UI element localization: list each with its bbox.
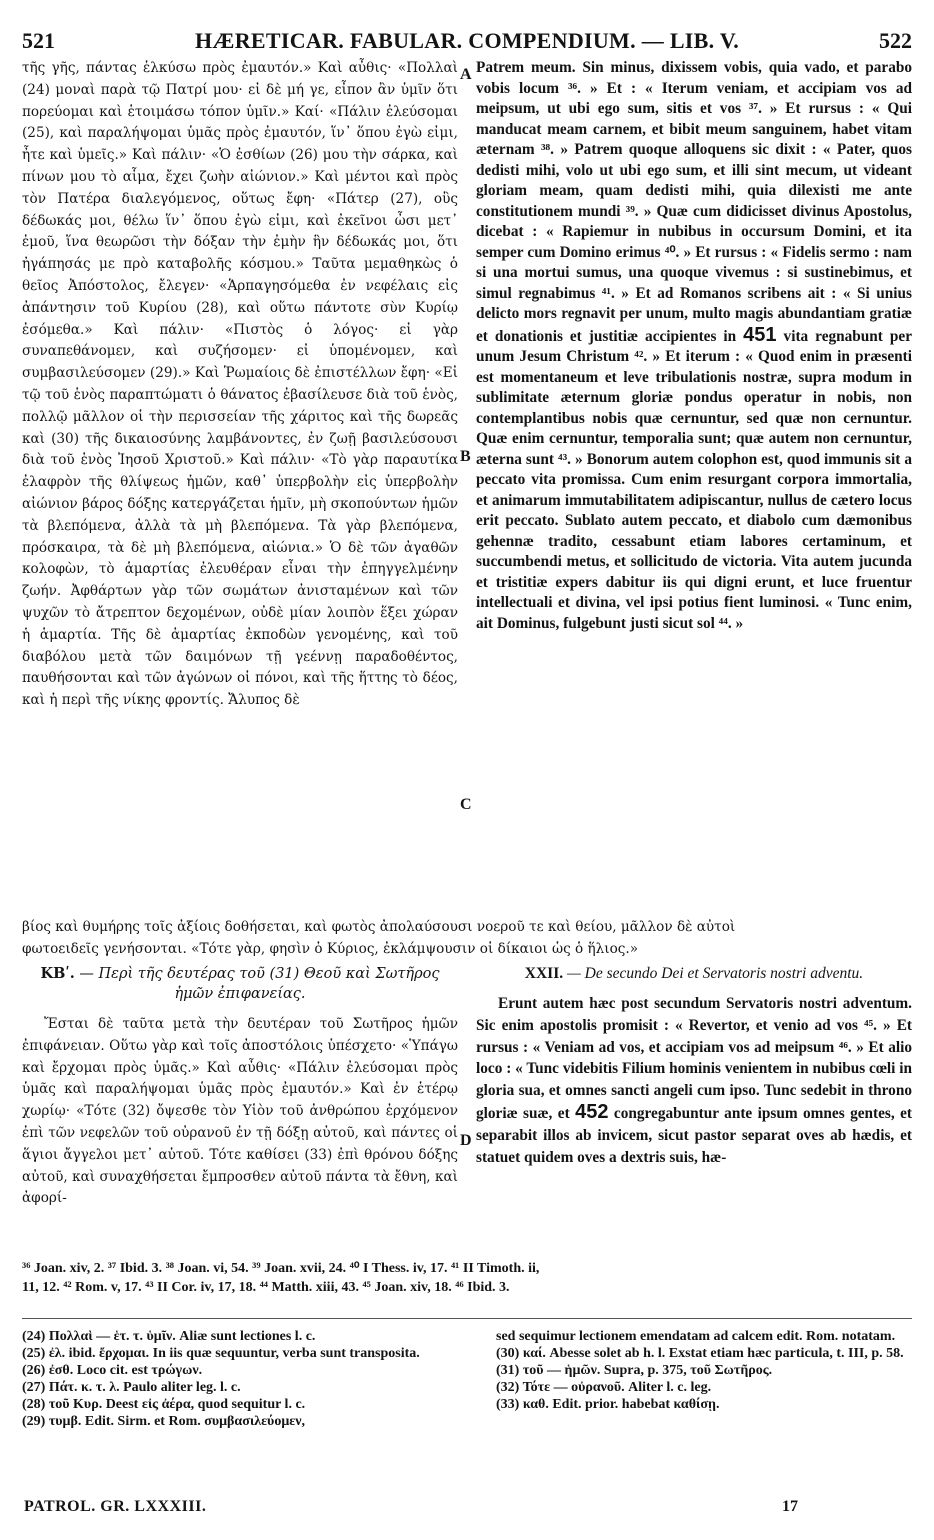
column-number-452: 452: [575, 1100, 609, 1123]
latin-column-top: [476, 58, 912, 923]
footer-signature: 17: [782, 1498, 798, 1515]
note-29-continued: sed sequimur lectionem emendatam ad calcem edit. Rom. notatam.: [496, 1329, 896, 1344]
latin-text-top: [476, 58, 912, 634]
greek-section-number: ΚΒʹ.: [40, 965, 75, 982]
note-25: (25) ἐλ. ibid. ἔρχομαι. In iis quæ sequuntur, verba sunt transposita.: [22, 1346, 420, 1361]
full-width-line-2: φωτοειδεῖς γενήσονται. «Τότε γὰρ, φησὶν ὁ Κύριος, ἐκλάμψουσιν οἱ δίκαιοι ὡς ὁ ἥλιος.»: [22, 941, 639, 957]
greek-section: [22, 964, 458, 1384]
notes-divider: [22, 1318, 912, 1319]
latin-section-heading: [476, 964, 912, 983]
latin-section-body: [476, 993, 912, 1168]
notes-right-column: [496, 1328, 912, 1458]
margin-marker-b: B: [460, 448, 471, 465]
note-27: (27) Πάτ. κ. τ. λ. Paulo aliter leg. l. c.: [22, 1380, 241, 1395]
note-31: (31) τοῦ — ἡμῶν. Supra, p. 375, τοῦ Σωτῆρος.: [496, 1363, 773, 1378]
page-number-right: 522: [879, 28, 912, 53]
note-33: (33) καθ. Edit. prior. habebat καθίσῃ.: [496, 1397, 720, 1412]
full-width-greek-lines: [22, 916, 912, 960]
margin-marker-d: D: [460, 1132, 472, 1149]
scripture-refs-line-2: 11, 12. ⁴² Rom. v, 17. ⁴³ II Cor. iv, 17, 18. ⁴⁴ Matth. xiii, 43. ⁴⁵ Joan. xiv, 18. ⁴⁶ Ibid. 3.: [22, 1279, 510, 1295]
scripture-references: [22, 1260, 912, 1304]
latin-text-part-2: vita regnabunt per unum Jesum Christum ⁴². » Et iterum : « Quod enim in præsenti est momentaneum et leve tribulationis nostræ, supra modum in sublimitate æternum gloriæ pondus operatur in nobis, non contemplantibus nobis quæ cernuntur, sed quæ non cernuntur. Quæ enim cernuntur, temporalia sunt; quæ autem non cernuntur, æterna sunt ⁴³. » Bonorum autem colophon est, quod immunis sit a peccato vita promissa. Cum enim resurgant corpora immortalia, et animarum immutabilitatem adipiscantur, nullus de cætero locus erit peccato. Sublato autem peccato, et diabolo cum dæmonibus gehennæ tradito, cessabunt etiam labores certaminum, et succumbendi metus, et sollicitudo de victoria. Vita autem jucunda et tristitiæ expers dabitur iis qui digni erunt, et luce fruentur intellectuali et divina, vel ipsi potius fient luminosi. « Tunc enim, ait Dominus, fulgebunt justi sicut sol ⁴⁴. »: [476, 327, 912, 632]
book-page: [22, 28, 912, 1518]
margin-marker-c: C: [460, 796, 472, 813]
latin-section-body-1: Erunt autem hæc post secundum Servatoris nostri adventum. Sic enim apostolis promisit : « Revertor, et venio ad vos ⁴⁵. » Et rursus : « Veniam ad vos, et accipiam vos ad meipsum ⁴⁶. » Et alio loco : « Tunc videbitis Filium hominis venientem in nubibus cœli in gloria sua, et omnes sancti angeli cum ipso. Tunc sedebit in throno gloriæ suæ, et: [476, 995, 912, 1122]
page-footer: [22, 1498, 912, 1520]
scripture-refs-line-1: ³⁶ Joan. xiv, 2. ³⁷ Ibid. 3. ³⁸ Joan. vi, 54. ³⁹ Joan. xvii, 24. ⁴⁰ I Thess. iv, 17. ⁴¹ II Timoth. ii,: [22, 1261, 540, 1276]
margin-marker-a: A: [460, 66, 472, 83]
notes-left-column: [22, 1328, 462, 1498]
page-number-left: 521: [22, 28, 55, 53]
footer-series: PATROL. GR. LXXXIII.: [24, 1498, 207, 1515]
running-title: HÆRETICAR. FABULAR. COMPENDIUM. — LIB. V.: [194, 28, 739, 53]
latin-section-number: XXII.: [524, 965, 564, 982]
note-28: (28) τοῦ Κυρ. Deest εἰς ἀέρα, quod sequitur l. c.: [22, 1397, 306, 1412]
note-29: (29) τυμβ. Edit. Sirm. et Rom. συμβασιλεύομεν,: [22, 1414, 305, 1429]
greek-section-body: Ἔσται δὲ ταῦτα μετὰ τὴν δευτέραν τοῦ Σωτῆρος ἡμῶν ἐπιφάνειαν. Οὕτω γὰρ καὶ τοῖς ἀποστόλοις ὑπέσχετο· «Ὑπάγω καὶ ἔρχομαι πρὸς ὑμᾶς.» Καὶ αὖθις· «Πάλιν ἐλεύσομαι πρὸς ὑμᾶς καὶ παραλήψομαι ὑμᾶς πρὸς ἐμαυτόν.» Καὶ ἐν ἑτέρῳ χωρίῳ· «Τότε (32) ὄψεσθε τὸν Υἱὸν τοῦ ἀνθρώπου ἐρχόμενον ἐπὶ τῶν νεφελῶν τοῦ οὐρανοῦ ἐν τῇ δόξῃ αὐτοῦ, καὶ πάντες οἱ ἅγιοι ἄγγελοι μετ᾽ αὐτοῦ. Τότε καθίσει (33) ἐπὶ θρόνου δόξης αὐτοῦ, καὶ συναχθήσεται ἔμπροσθεν αὐτοῦ πάντα τὰ ἔθνη, καὶ ἀφορί-: [22, 1016, 458, 1207]
note-24: (24) Πολλαὶ — ἑτ. τ. ὑμῖν. Aliæ sunt lectiones l. c.: [22, 1329, 316, 1344]
note-32: (32) Τότε — οὐρανοῦ. Aliter l. c. leg.: [496, 1380, 712, 1395]
latin-text-part-1: Patrem meum. Sin minus, dixissem vobis, quia vado, et parabo vobis locum ³⁶. » Et : « Iterum veniam, et accipiam vos ad meipsum, ut ubi ego sum, sitis et vos ³⁷. » Et rursus : « Qui manducat meam carnem, et bibit meum sanguinem, habet vitam æternam ³⁸. » Patrem quoque alloquens sic dixit : « Pater, quos dedisti mihi, volo ut ubi ego sum, et illi sint mecum, ut videant gloriam meam, quam dedisti mihi, quia dilexisti me ante constitutionem mundi ³⁹. » Quæ cum didicisset divinus Apostolus, dicebat : « Rapiemur in nubibus in occursum Domini, et ita semper cum Domino erimus ⁴⁰. » Et rursus : « Fidelis sermo : nam si una mortui sumus, una quoque vivemus : si sustinebimus, et simul regnabimus ⁴¹. » Et ad Romanos scribens ait : « Si unius delicto mors regnavit per unum, multo magis abundantiam gratiæ et donationis et justitiæ accipientes in: [476, 59, 912, 345]
running-header: [22, 28, 912, 54]
latin-section: [476, 964, 912, 1384]
full-width-line-1: βίος καὶ θυμήρης τοῖς ἀξίοις δοθήσεται, καὶ φωτὸς ἀπολαύσουσι νοεροῦ τε καὶ θείου, μᾶλλον δὲ αὐτοὶ: [22, 919, 736, 935]
column-number-451: 451: [743, 323, 777, 346]
greek-text-top: τῆς γῆς, πάντας ἑλκύσω πρὸς ἐμαυτόν.» Καὶ αὖθις· «Πολλαὶ (24) μοναὶ παρὰ τῷ Πατρί μου· εἰ δὲ μή γε, εἶπον ἂν ὑμῖν ὅτι πορεύομαι καὶ ἑτοιμάσω τόπον ὑμῖν.» Καί· «Πάλιν ἐλεύσομαι (25), καὶ παραλήψομαι ὑμᾶς πρὸς ἐμαυτόν, ἵν᾽ ὅπου ἐγὼ εἰμι, ἦτε καὶ ὑμεῖς.» Καὶ πάλιν· «Ὁ ἐσθίων (26) μου τὴν σάρκα, καὶ πίνων μου τὸ αἷμα, ἔχει ζωὴν αἰώνιον.» Καὶ μέντοι καὶ πρὸς τὸν Πατέρα διαλεγόμενος, οὕτως ἔφη· «Πάτερ (27), οὓς δέδωκάς μοι, θέλω ἵν᾽ ὅπου ἐγὼ εἰμι, καὶ ἐκεῖνοι ὦσι μετ᾽ ἐμοῦ, ἵνα θεωρῶσι τὴν δόξαν τὴν ἐμὴν ἣν δέδωκάς μοι, ὅτι ἠγάπησάς με πρὸ καταβολῆς κόσμου.» Ταῦτα μεμαθηκὼς ὁ θεῖος Ἀπόστολος, ἔλεγεν· «Ἁρπαγησόμεθα ἐν νεφέλαις εἰς ἀπάντησιν τοῦ Κυρίου (28), καὶ οὕτω πάντοτε σὺν Κυρίῳ ἐσόμεθα.» Καὶ πάλιν· «Πιστὸς ὁ λόγος· εἰ γὰρ συναπεθάνομεν, καὶ συζήσομεν· εἰ ὑπομένομεν, καὶ συμβασιλεύσομεν (29).» Καὶ Ῥωμαίοις δὲ ἐπιστέλλων ἔφη· «Εἰ τῷ τοῦ ἑνὸς παραπτώματι ὁ θάνατος ἐβασίλευσε διὰ τοῦ ἑνὸς, πολλῷ μᾶλλον οἱ τὴν περισσείαν τῆς χάριτος καὶ τῆς δωρεᾶς καὶ (30) τῆς δικαιοσύνης λαμβάνοντες, ἐν ζωῇ βασιλεύσουσι διὰ τοῦ ἑνὸς Ἰησοῦ Χριστοῦ.» Καὶ πάλιν· «Τὸ γὰρ παραυτίκα ἐλαφρὸν τῆς θλίψεως ἡμῶν, καθ᾽ ὑπερβολὴν εἰς ὑπερβολὴν αἰώνιον βάρος δόξης κατεργάζεται ἡμῖν, μὴ σκοπούντων ἡμῶν τὰ βλεπόμενα, ἀλλὰ τὰ μὴ βλεπόμενα. Τὰ γὰρ βλεπόμενα, πρόσκαιρα, τὰ δὲ μὴ βλεπόμενα, αἰώνια.» Ὁ δὲ τῶν ἀγαθῶν κολοφὼν, τὸ ἁμαρτίας ἐλευθέραν εἶναι τὴν ἐπηγγελμένην ζωήν. Ἀφθάρτων γὰρ τῶν σωμάτων ἀνισταμένων καὶ τῶν ψυχῶν τὸ ἄτρεπτον δεχομένων, οὐδὲ μίαν λοιπὸν ἕξει χώραν ἡ ἁμαρτία. Τῆς δὲ ἁμαρτίας ἐκποδὼν γενομένης, καὶ τοῦ διαβόλου μετὰ τῶν δαιμόνων τῇ γεέννῃ παραδοθέντος, παυθήσονται καὶ τῶν ἀγώνων οἱ πόνοι, καὶ τῆς ἥττης τὸ δέος, καὶ ἡ περὶ τῆς νίκης φροντίς. Ἄλυπος δὲ: [22, 60, 458, 709]
greek-section-heading: [22, 964, 458, 1004]
greek-column-top: [22, 58, 458, 923]
latin-section-title: — De secundo Dei et Servatoris nostri adventu.: [567, 965, 864, 982]
note-30: (30) καί. Abesse solet ab h. l. Exstat etiam hæc particula, t. III, p. 58.: [496, 1346, 904, 1361]
latin-section-body-2: congregabuntur ante ipsum omnes gentes, et separabit illos ab invicem, sicut pastor separat oves ab hædis, et statuet quidem oves a dextris suis, hæ-: [476, 1104, 912, 1166]
greek-section-title: — Περὶ τῆς δευτέρας τοῦ (31) Θεοῦ καὶ Σωτῆρος ἡμῶν ἐπιφανείας.: [79, 966, 440, 1002]
note-26: (26) ἐσθ. Loco cit. est τρώγων.: [22, 1363, 203, 1378]
